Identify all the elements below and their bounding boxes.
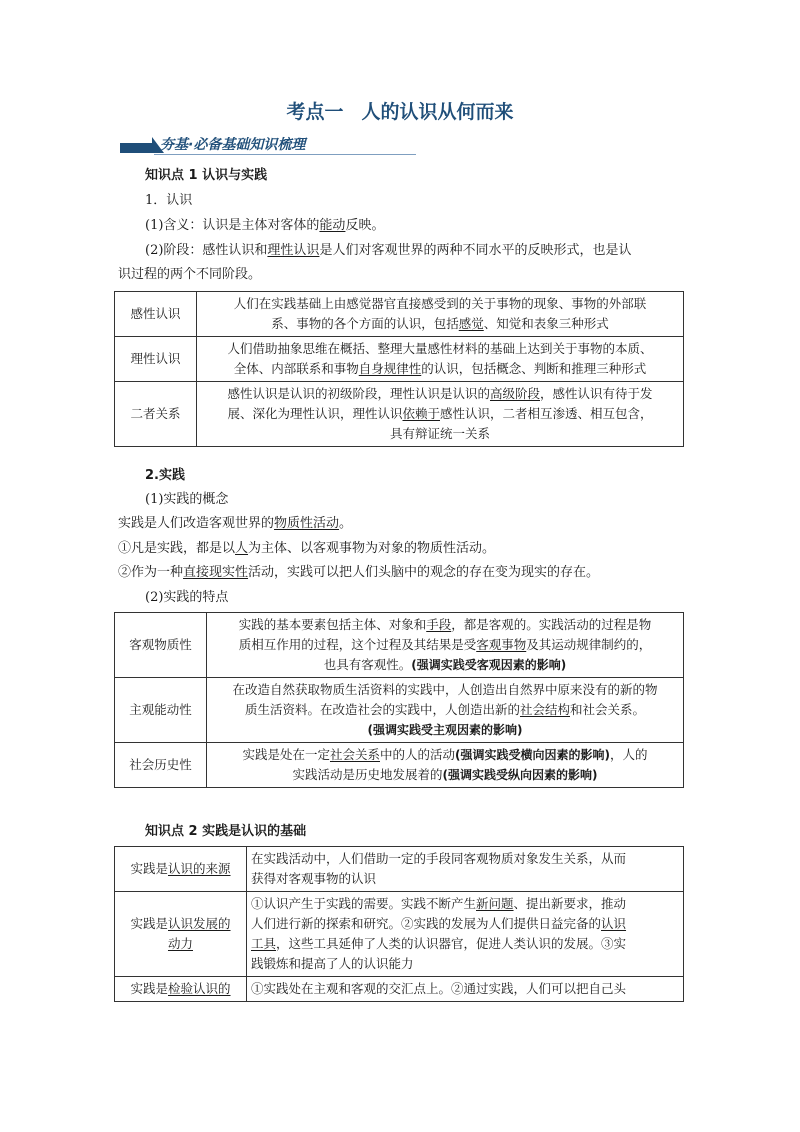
text: ，这些工具延伸了人类的认识器官，促进人类认识的发展。③实 xyxy=(276,936,627,951)
kp1-s1-definition xyxy=(145,216,384,236)
page-title xyxy=(0,97,800,124)
kp1-s2-concept xyxy=(118,514,352,534)
text: 质生活资料。在改造社会的实践中，人创造出新的 xyxy=(244,702,520,717)
text: 。 xyxy=(339,516,353,531)
text: 质相互作用的过程，这个过程及其结果是受 xyxy=(238,637,477,652)
underlined-answer: 新问题 xyxy=(476,896,514,911)
row-header-relation: 二者关系 xyxy=(115,382,197,447)
underlined-answer: 手段 xyxy=(426,617,452,632)
text: 是人们对客观世界的两种不同水平的反映形式，也是认 xyxy=(319,243,632,258)
underlined-answer: 社会关系 xyxy=(329,747,380,762)
row-content xyxy=(247,847,684,892)
text: 感性认识是认识的初级阶段，理性认识是认识的 xyxy=(227,386,490,401)
content-line xyxy=(211,635,679,655)
content-line: 在改造自然获取物质生活资料的实践中，人创造出自然界中原来没有的新的物 xyxy=(232,682,658,697)
emphasis-note: (强调实践受客观因素的影响) xyxy=(411,658,567,672)
text: ①认识产生于实践的需要。实践不断产生 xyxy=(251,896,477,911)
underlined-answer: 依赖于 xyxy=(402,406,440,421)
text: 、知觉和表象三种形式 xyxy=(483,316,609,331)
content-line: 人们借助抽象思维在概括、整理大量感性材料的基础上达到关于事物的本质、 xyxy=(227,341,653,356)
header-line xyxy=(119,914,242,934)
text: 实践是 xyxy=(130,981,168,996)
table-practice-basis xyxy=(114,846,684,1002)
row-content xyxy=(197,382,684,447)
content-line xyxy=(251,934,679,954)
content-line xyxy=(211,615,679,635)
row-header-subjective: 主观能动性 xyxy=(115,678,207,743)
content-line xyxy=(251,894,679,914)
row-header-test xyxy=(115,977,247,1002)
content-line xyxy=(211,655,679,675)
kp1-s2-point2 xyxy=(118,563,599,583)
underlined-answer: 人 xyxy=(235,541,249,556)
kp1-s2-features-heading: (2)实践的特点 xyxy=(145,590,229,605)
underlined-answer: 认识 xyxy=(601,916,627,931)
title-part2: 人的认识从何而来 xyxy=(361,101,514,123)
kp1-s2-concept-heading: (1)实践的概念 xyxy=(145,492,229,507)
content-line xyxy=(201,384,679,404)
table-row xyxy=(115,847,684,892)
text: 实践是处在一定 xyxy=(242,747,330,762)
underlined-answer: 能动 xyxy=(319,218,346,233)
table-row xyxy=(115,613,684,678)
text: 全体、内部联系和事物 xyxy=(233,361,359,376)
table-row xyxy=(115,292,684,337)
table-row xyxy=(115,743,684,788)
text: 感性认识，二者相互渗透、相互包含， xyxy=(440,406,653,421)
row-header-perceptual: 感性认识 xyxy=(115,292,197,337)
row-header-objective: 客观物质性 xyxy=(115,613,207,678)
row-content xyxy=(207,678,684,743)
banner-text: 夯基·必备基础知识梳理 xyxy=(160,137,306,153)
content-line: 具有辩证统一关系 xyxy=(389,426,490,441)
underlined-answer: 理性认识 xyxy=(267,243,320,258)
underlined-answer: 检验认识的 xyxy=(168,981,231,996)
underlined-answer: 工具 xyxy=(251,936,277,951)
content-line: 践锻炼和提高了人的认识能力 xyxy=(251,956,414,971)
text: 、提出新要求，推动 xyxy=(513,896,627,911)
content-line xyxy=(201,314,679,334)
underlined-answer: 物质性活动 xyxy=(274,516,340,531)
row-content xyxy=(207,743,684,788)
text: ①凡是实践，都是以 xyxy=(118,541,236,556)
content-line: 在实践活动中，人们借助一定的手段同客观物质对象发生关系，从而 xyxy=(251,851,627,866)
content-line: ①实践处在主观和客观的交汇点上。②通过实践，人们可以把自己头 xyxy=(251,981,627,996)
text: 也具有客观性。 xyxy=(323,657,412,672)
text: (1)含义：认识是主体对客体的 xyxy=(145,218,320,233)
kp1-s2-heading: 2.实践 xyxy=(145,468,185,483)
table-practice-features xyxy=(114,612,684,788)
content-line: 获得对客观事物的认识 xyxy=(251,871,377,886)
text: 及其运动规律制约的， xyxy=(526,637,652,652)
row-content xyxy=(247,892,684,977)
text: 实践的基本要素包括主体、对象和 xyxy=(238,617,427,632)
row-header-source xyxy=(115,847,247,892)
kp1-heading: 知识点 1 认识与实践 xyxy=(145,168,268,183)
emphasis-note: (强调实践受主观因素的影响) xyxy=(367,723,523,737)
emphasis-note: (强调实践受纵向因素的影响) xyxy=(442,768,598,782)
text: 的认识，包括概念、判断和推理三种形式 xyxy=(421,361,647,376)
underlined-answer: 高级阶段 xyxy=(489,386,540,401)
underlined-answer: 认识的来源 xyxy=(168,861,231,876)
underlined-answer: 感觉 xyxy=(458,316,484,331)
title-part1: 考点一 xyxy=(286,101,344,123)
content-line xyxy=(201,404,679,424)
table-row xyxy=(115,977,684,1002)
kp1-s2-point1 xyxy=(118,539,495,559)
row-content xyxy=(207,613,684,678)
kp1-s1-stages xyxy=(145,241,631,261)
text: ，人的 xyxy=(610,747,648,762)
underlined-answer: 直接现实性 xyxy=(183,565,249,580)
row-header-rational: 理性认识 xyxy=(115,337,197,382)
text: 实践是人们改造客观世界的 xyxy=(118,516,275,531)
table-row xyxy=(115,337,684,382)
banner-underline xyxy=(154,154,416,155)
underlined-answer: 动力 xyxy=(167,936,193,951)
underlined-answer: 认识发展的 xyxy=(168,916,231,931)
text: ，感性认识有待于发 xyxy=(540,386,653,401)
content-line xyxy=(211,765,679,785)
kp2-heading: 知识点 2 实践是认识的基础 xyxy=(145,824,307,839)
table-row xyxy=(115,892,684,977)
table-row xyxy=(115,382,684,447)
row-content xyxy=(197,292,684,337)
text: 实践是 xyxy=(130,916,168,931)
banner-bar xyxy=(120,143,152,153)
text: (2)阶段：感性认识和 xyxy=(145,243,268,258)
row-header-driving-force xyxy=(115,892,247,977)
text: 为主体、以客观事物为对象的物质性活动。 xyxy=(248,541,496,556)
text: 中的人的活动 xyxy=(380,747,456,762)
text: 活动，实践可以把人们头脑中的观念的存在变为现实的存在。 xyxy=(248,565,600,580)
kp1-s1-stages-cont: 识过程的两个不同阶段。 xyxy=(118,267,262,282)
underlined-answer: 社会结构 xyxy=(519,702,570,717)
text: 和社会关系。 xyxy=(570,702,646,717)
content-line xyxy=(251,914,679,934)
row-header-historical: 社会历史性 xyxy=(115,743,207,788)
content-line: 人们在实践基础上由感觉器官直接感受到的关于事物的现象、事物的外部联 xyxy=(233,296,647,311)
kp1-s1-heading: 1．认识 xyxy=(145,193,193,208)
text: 人们进行新的探索和研究。②实践的发展为人们提供日益完备的 xyxy=(251,916,602,931)
content-line xyxy=(201,359,679,379)
content-line xyxy=(211,700,679,720)
text: ，都是客观的。实践活动的过程是物 xyxy=(451,617,652,632)
emphasis-note: (强调实践受横向因素的影响) xyxy=(455,748,610,762)
content-line xyxy=(211,745,679,765)
row-content xyxy=(197,337,684,382)
row-content xyxy=(247,977,684,1002)
text: 展、深化为理性认识，理性认识 xyxy=(227,406,403,421)
section-banner xyxy=(120,133,416,157)
table-cognition xyxy=(114,291,684,447)
text: 实践是 xyxy=(130,861,168,876)
text: 反映。 xyxy=(345,218,385,233)
text: 系、事物的各个方面的认识，包括 xyxy=(271,316,459,331)
underlined-answer: 自身规律性 xyxy=(358,361,422,376)
header-line xyxy=(119,934,242,954)
table-row xyxy=(115,678,684,743)
text: ②作为一种 xyxy=(118,565,184,580)
underlined-answer: 客观事物 xyxy=(476,637,527,652)
text: 实践活动是历史地发展着的 xyxy=(292,767,443,782)
